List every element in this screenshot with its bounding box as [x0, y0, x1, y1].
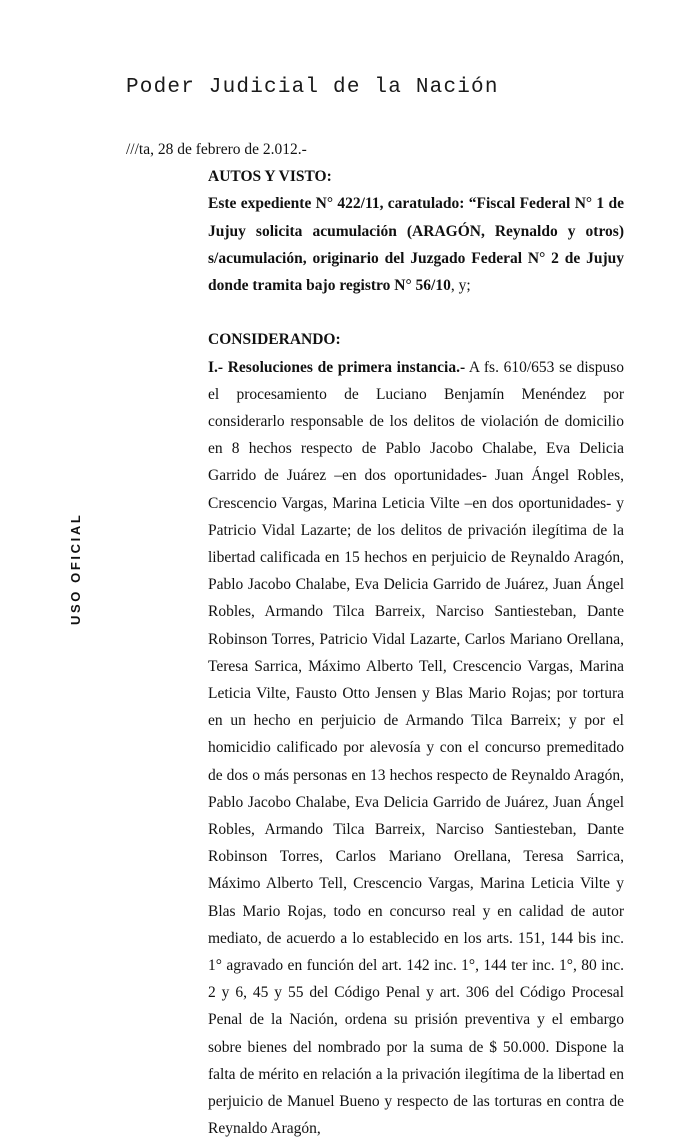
date-line: ///ta, 28 de febrero de 2.012.- — [126, 141, 307, 158]
expediente-caption: Este expediente N° 422/11, caratulado: “Fiscal Federal N° 1 de Jujuy solicita acumulación (ARAGÓN, Reynaldo y otros) s/acumulación, originario del Juzgado Federal N° 2 de Jujuy donde tramita bajo registro N° 56/10 — [208, 195, 624, 295]
page-header-title: Poder Judicial de la Nación — [126, 76, 499, 99]
autos-heading: AUTOS Y VISTO: — [208, 168, 332, 186]
document-body — [126, 136, 624, 1143]
section-title: I.- Resoluciones de primera instancia.- — [208, 358, 466, 376]
expediente-paragraph — [126, 190, 624, 299]
uso-oficial-stamp: USO OFICIAL — [68, 512, 83, 625]
paragraph-gap — [126, 299, 624, 326]
section-paragraph — [126, 354, 624, 1143]
expediente-tail: , y; — [450, 277, 471, 295]
section-body: A fs. 610/653 se dispuso el procesamiento de Luciano Benjamín Menéndez por considerarlo responsable de los delitos de violación de domicilio en 8 hechos respecto de Pablo Jacobo Chalabe, Eva Delicia Garrido de Juárez –en dos oportunidades- Juan Ángel Robles, Crescencio Vargas, Marina Leticia Vilte –en dos oportunidades- y Patricio Vidal Lazarte; de los delitos de privación ilegítima de la libertad calificada en 15 hechos en perjuicio de Reynaldo Aragón, Pablo Jacobo Chalabe, Eva Delicia Garrido de Juárez, Juan Ángel Robles, Armando Tilca Barreix, Narciso Santiesteban, Dante Robinson Torres, Patricio Vidal Lazarte, Carlos Mariano Orellana, Teresa Sarrica, Máximo Alberto Tell, Crescencio Vargas, Marina Leticia Vilte, Fausto Otto Jensen y Blas Mario Rojas; por tortura en un hecho en perjuicio de Armando Tilca Barreix; y por el homicidio calificado por alevosía y con el concurso premeditado de dos o más personas en 13 hechos respecto de Reynaldo Aragón, Pablo Jacobo Chalabe, Eva Delicia Garrido de Juárez, Juan Ángel Robles, Armando Tilca Barreix, Narciso Santiesteban, Dante Robinson Torres, Carlos Mariano Orellana, Teresa Sarrica, Máximo Alberto Tell, Crescencio Vargas, Marina Leticia Vilte y Blas Mario Rojas, todo en concurso real y en calidad de autor mediato, de acuerdo a lo establecido en los arts. 151, 144 bis inc. 1° agravado en función del art. 142 inc. 1°, 144 ter inc. 1°, 80 inc. 2 y 6, 45 y 55 del Código Penal y art. 306 del Código Procesal Penal de la Nación, ordena su prisión preventiva y el embargo sobre bienes del nombrado por la suma de $ 50.000. Dispone la falta de mérito en relación a la privación ilegítima de la libertad en perjuicio de Manuel Bueno y respecto de las torturas en contra de Reynaldo Aragón, — [208, 358, 624, 1138]
considerando-heading: CONSIDERANDO: — [208, 331, 341, 349]
